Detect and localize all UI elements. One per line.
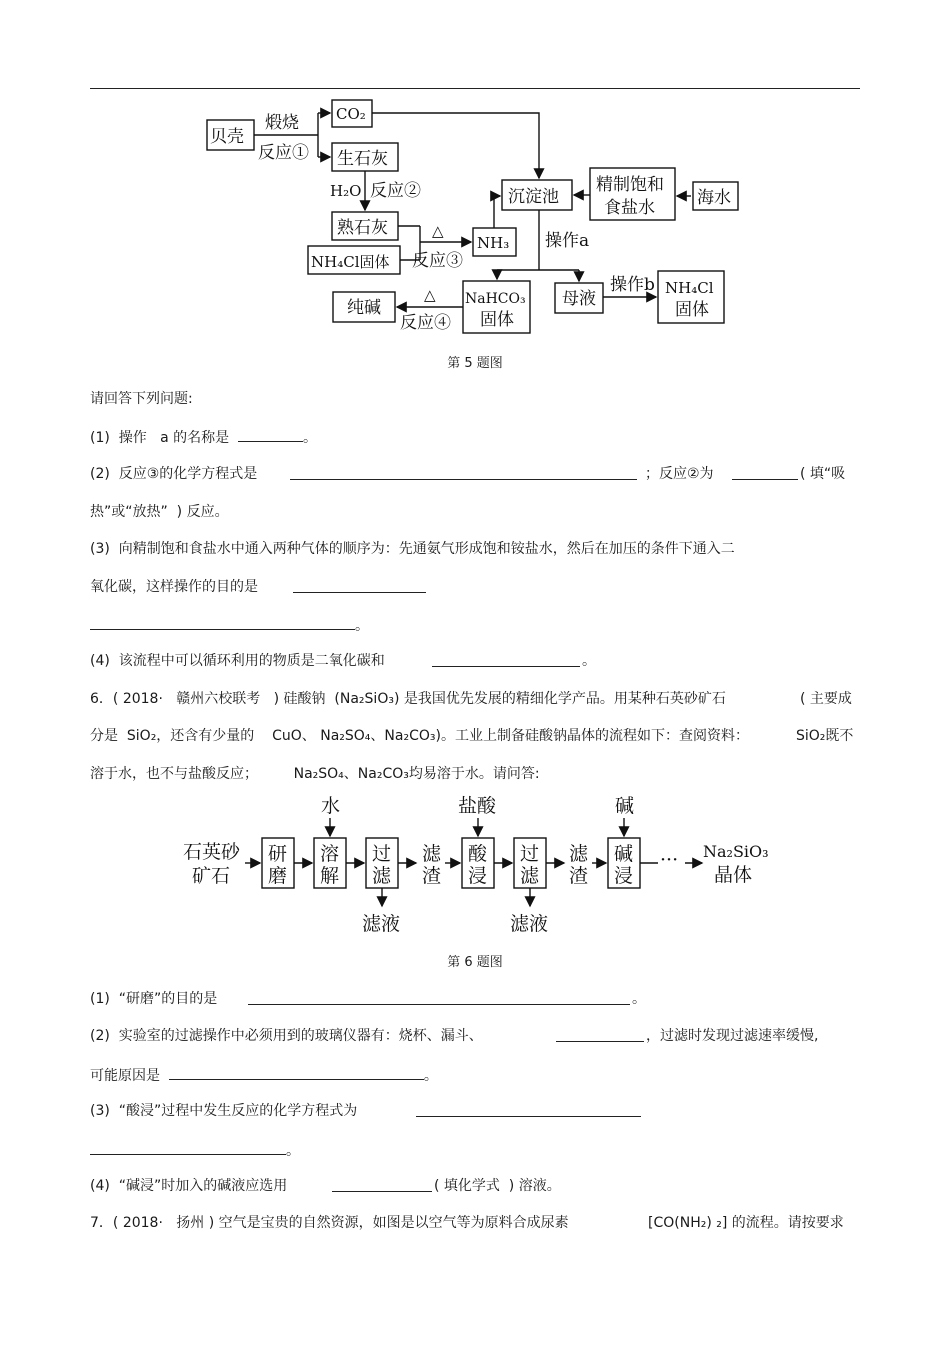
q5-p2-blank-2[interactable] — [732, 465, 798, 480]
q6-p1-text: (1) “研磨”的目的是 — [90, 991, 218, 1007]
q6-line2: 分是 SiO₂，还含有少量的 CuO、 Na₂SO₄、Na₂CO₃)。工业上制备硅酸钠晶体的流程如下：查阅资料： — [90, 728, 749, 744]
q6-p2-blank-2[interactable] — [169, 1065, 424, 1080]
brine-label-1: 精制饱和 — [596, 175, 664, 195]
q5-part3-line2 — [90, 578, 258, 596]
residue2-label-1: 滤 — [569, 843, 589, 865]
product-label-2: 晶体 — [714, 864, 753, 886]
shell-label: 贝壳 — [210, 127, 244, 147]
soda-label: 纯碱 — [347, 298, 381, 318]
delta-3: △ — [432, 222, 444, 240]
q5-p3-blank-1[interactable] — [293, 578, 426, 593]
q6-p2-text-b: ，过滤时发现过滤速率缓慢, — [646, 1028, 819, 1044]
q5-intro: 请回答下列问题: — [90, 391, 193, 407]
q6-p3-end: 。 — [286, 1143, 300, 1159]
nh4cl-2-label-1: NH₄Cl — [665, 279, 714, 297]
brine-label-2: 食盐水 — [604, 198, 655, 218]
alkali-label: 碱 — [615, 795, 635, 817]
filtrate2-label: 滤液 — [510, 913, 549, 935]
calcine-label: 煅烧 — [265, 113, 299, 133]
q5-part4 — [90, 652, 385, 670]
top-rule — [90, 88, 860, 89]
filter1-label-1: 过 — [372, 843, 392, 865]
reaction1-label: 反应① — [258, 143, 309, 163]
slaked-lime-label: 熟石灰 — [337, 218, 388, 238]
dissolve-label-2: 解 — [320, 865, 340, 887]
reaction4-label: 反应④ — [400, 313, 451, 333]
q6-part2 — [90, 1027, 483, 1045]
q6-line1-b: ( 主要成 — [800, 691, 852, 707]
q6-part3 — [90, 1102, 357, 1120]
filter2-label-2: 滤 — [520, 865, 540, 887]
water-label: 水 — [321, 795, 341, 817]
q5-p3-end: 。 — [355, 618, 369, 634]
q6-p4-text: (4) “碱浸”时加入的碱液应选用 — [90, 1178, 288, 1194]
filtrate1-label: 滤液 — [362, 913, 401, 935]
nahco3-label-2: 固体 — [480, 310, 514, 330]
nh3-label: NH₃ — [477, 234, 510, 252]
q5-p2-text: (2) 反应③的化学方程式是 — [90, 466, 258, 482]
q5-p1-end: 。 — [303, 430, 318, 446]
q5-p1-text: (1) 操作 a 的名称是 — [90, 430, 230, 446]
q5-p4-text: (4) 该流程中可以循环利用的物质是二氧化碳和 — [90, 653, 385, 669]
q5-p1-blank[interactable] — [238, 427, 303, 442]
q6-p2-text: (2) 实验室的过滤操作中必须用到的玻璃仪器有：烧杯、漏斗、 — [90, 1028, 483, 1044]
q5-p3-blank-2[interactable] — [90, 615, 355, 630]
q5-part3: (3) 向精制饱和食盐水中通入两种气体的顺序为：先通氨气形成饱和铵盐水，然后在加压的条件下通入二 — [90, 541, 735, 557]
nh4cl-solid-label: NH₄Cl固体 — [311, 253, 390, 271]
reaction3-label: 反应③ — [412, 251, 463, 271]
product-label-1: Na₂SiO₃ — [703, 842, 769, 861]
residue1-label-2: 渣 — [422, 865, 442, 887]
q5-p2-text-b: ；反应②为 — [645, 466, 714, 482]
figure-5-flowchart — [195, 95, 745, 340]
q6-p4-blank[interactable] — [332, 1177, 432, 1192]
q5-p4-blank[interactable] — [432, 652, 580, 667]
q5-part3-line3 — [90, 615, 369, 635]
figure-6-caption: 第 6 题图 — [447, 955, 503, 970]
q5-part2 — [90, 465, 257, 483]
seawater-label: 海水 — [697, 188, 731, 208]
residue2-label-2: 渣 — [569, 865, 589, 887]
q6-line1: 6．( 2018· 赣州六校联考 ) 硅酸钠 (Na₂SiO₃) 是我国优先发展的精细化学产品。用某种石英砂矿石 — [90, 691, 726, 707]
reaction2-label: 反应② — [370, 181, 421, 201]
q5-part1 — [90, 427, 317, 447]
residue1-label-1: 滤 — [422, 843, 442, 865]
q6-p1-blank[interactable] — [248, 990, 630, 1005]
q7-line1: 7．( 2018· 扬州 ) 空气是宝贵的自然资源，如图是以空气等为原料合成尿素 — [90, 1215, 569, 1231]
operation-a-label: 操作a — [545, 231, 590, 251]
ore-label-1: 石英砂 — [183, 841, 241, 863]
q5-p2-text-c: ( 填“吸 — [800, 466, 846, 482]
dissolve-label-1: 溶 — [320, 843, 340, 865]
filter1-label-2: 滤 — [372, 865, 392, 887]
grind-label-2: 磨 — [268, 865, 288, 887]
figure-6-flowchart — [178, 790, 778, 940]
alkali-leach-label-2: 浸 — [614, 865, 634, 887]
q6-line2-b: SiO₂既不 — [796, 728, 854, 744]
filter2-label-1: 过 — [520, 843, 540, 865]
nahco3-label-1: NaHCO₃ — [465, 291, 526, 307]
ore-label-2: 矿石 — [192, 865, 231, 887]
q6-part3-line2 — [90, 1140, 300, 1160]
mother-liquor-label: 母液 — [562, 289, 596, 309]
q5-p2-blank-1[interactable] — [290, 465, 637, 480]
q6-p2-blank-1[interactable] — [556, 1027, 644, 1042]
q6-part1 — [90, 990, 217, 1008]
q5-part2-cont: 热”或“放热” ) 反应。 — [90, 504, 229, 520]
q6-p3-blank-1[interactable] — [416, 1102, 641, 1117]
quicklime-label: 生石灰 — [337, 149, 388, 169]
figure-5-caption: 第 5 题图 — [447, 356, 503, 371]
q5-p3-text: 氧化碳，这样操作的目的是 — [90, 579, 258, 595]
q6-p3-text: (3) “酸浸”过程中发生反应的化学方程式为 — [90, 1103, 358, 1119]
co2-label: CO₂ — [336, 105, 366, 123]
q6-part2-line2 — [90, 1065, 438, 1085]
q6-p4-text-b: ( 填化学式 ) 溶液。 — [434, 1178, 561, 1194]
precip-tank-label: 沉淀池 — [508, 187, 559, 207]
h2o-label: H₂O — [330, 182, 362, 200]
q5-p4-end: 。 — [582, 653, 596, 669]
grind-label-1: 研 — [268, 843, 288, 865]
q6-p3-blank-2[interactable] — [90, 1140, 286, 1155]
q7-line1-b: [CO(NH₂) ₂] 的流程。请按要求 — [648, 1215, 844, 1231]
hcl-label: 盐酸 — [458, 795, 497, 817]
q6-p2-text-c: 可能原因是 — [90, 1068, 160, 1084]
q6-part4 — [90, 1177, 287, 1195]
q6-line3: 溶于水，也不与盐酸反应； Na₂SO₄、Na₂CO₃均易溶于水。请问答: — [90, 766, 540, 782]
alkali-leach-label-1: 碱 — [614, 843, 634, 865]
q6-p2-end: 。 — [423, 1068, 438, 1084]
continuation-dots: ··· — [660, 849, 679, 871]
delta-4: △ — [424, 286, 436, 304]
operation-b-label: 操作b — [610, 275, 655, 295]
q6-p1-end: 。 — [632, 991, 646, 1007]
acid-leach-label-1: 酸 — [468, 843, 488, 865]
acid-leach-label-2: 浸 — [468, 865, 488, 887]
nh4cl-2-label-2: 固体 — [675, 300, 709, 320]
